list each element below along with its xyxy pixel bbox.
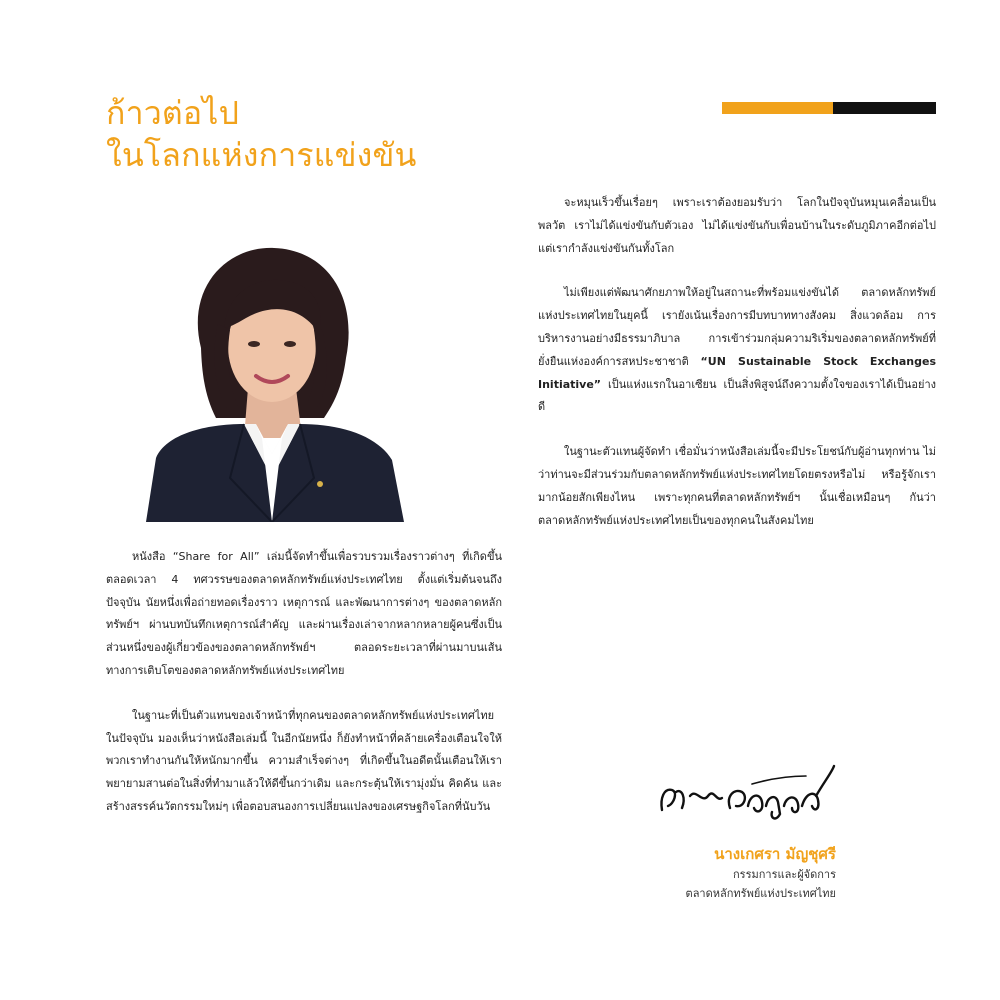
right-paragraph-3: ในฐานะตัวแทนผู้จัดทำ เชื่อมั่นว่าหนังสือเล่มนี้จะมีประโยชน์กับผู้อ่านทุกท่าน ไม่ว่าท่านจะมีส่วนร่วมกับตลาดหลักทรัพย์แห่งประเทศไทยโดยตรงหรือไม่ หรือรู้จักเรามากน้อยสักเพียงไหน เพราะทุกคนที่ตลาดหลักทรัพย์ฯ นั้นเชื่อเหมือนๆ กันว่า ตลาดหลักทรัพย์แห่งประเทศไทยเป็นของทุกคนในสังคมไทย: [538, 445, 936, 527]
accent-bar-black: [833, 102, 936, 114]
right-paragraph-2-end: เป็นแห่งแรกในอาเซียน เป็นสิ่งพิสูจน์ถึงความตั้งใจของเราได้เป็นอย่างดี: [538, 377, 936, 414]
page-title: [106, 92, 417, 176]
left-text-column: [106, 546, 502, 819]
portrait-photo: [106, 228, 412, 522]
signature-icon: [656, 762, 836, 826]
page-title-line-2: ในโลกแห่งการแข่งขัน: [106, 136, 417, 174]
right-paragraph-1: จะหมุนเร็วขึ้นเรื่อยๆ เพราะเราต้องยอมรับว่า โลกในปัจจุบันหมุนเคลื่อนเป็นพลวัต เราไม่ได้แข่งขันกับตัวเอง ไม่ได้แข่งขันกับเพื่อนบ้านในระดับภูมิภาคอีกต่อไป แต่เรากำลังแข่งขันกันทั้งโลก: [538, 196, 936, 255]
left-paragraph-2: ในฐานะที่เป็นตัวแทนของเจ้าหน้าที่ทุกคนของตลาดหลักทรัพย์แห่งประเทศไทยในปัจจุบัน มองเห็นว่าหนังสือเล่มนี้ ในอีกนัยหนึ่ง ก็ยังทำหน้าที่คล้ายเครื่องเตือนใจให้พวกเราทำงานกันให้หนักมากขึ้น ความสำเร็จต่างๆ ที่เกิดขึ้นในอดีตนั้นเตือนให้เราพยายามสานต่อในสิ่งที่ทำมาแล้วให้ดีขึ้นกว่าเดิม และกระตุ้นให้เรามุ่งมั่น คิดค้น และสร้างสรรค์นวัตกรรมใหม่ๆ เพื่อตอบสนองการเปลี่ยนแปลงของเศรษฐกิจโลกที่นับวัน: [106, 708, 502, 813]
page-title-line-1: ก้าวต่อไป: [106, 94, 240, 132]
portrait-icon: [106, 228, 412, 522]
right-paragraph-2: [538, 282, 936, 419]
accent-bar-yellow: [722, 102, 833, 114]
handwritten-signature: [656, 762, 836, 826]
un-initiative-name: “UN Sustainable Stock Exchanges Initiative”: [538, 354, 937, 391]
signatory-name: นางเกศรา มัญชุศรี: [714, 845, 836, 863]
accent-bar: [722, 102, 936, 114]
signatory-organization: ตลาดหลักทรัพย์แห่งประเทศไทย: [685, 887, 836, 900]
signatory-block: [686, 843, 836, 903]
left-paragraph-1: หนังสือ “Share for All” เล่มนี้จัดทำขึ้นเพื่อรวบรวมเรื่องราวต่างๆ ที่เกิดขึ้นตลอดเวลา 4 ทศวรรษของตลาดหลักทรัพย์แห่งประเทศไทย ตั้งแต่เริ่มต้นจนถึงปัจจุบัน นัยหนึ่งเพื่อถ่ายทอดเรื่องราว เหตุการณ์ และพัฒนาการต่างๆ ของตลาดหลักทรัพย์ฯ ผ่านบทบันทึกเหตุการณ์สำคัญ และผ่านเรื่องเล่าจากหลากหลายผู้คนซึ่งเป็นส่วนหนึ่งของผู้เกี่ยวข้องของตลาดหลักทรัพย์ฯ ตลอดระยะเวลาที่ผ่านมาบนเส้นทางการเติบโตของตลาดหลักทรัพย์แห่งประเทศไทย: [106, 550, 502, 677]
right-text-column: [538, 192, 936, 532]
signatory-role: กรรมการและผู้จัดการ: [733, 868, 836, 881]
right-paragraph-2-start: ไม่เพียงแต่พัฒนาศักยภาพให้อยู่ในสถานะที่พร้อมแข่งขันได้ ตลาดหลักทรัพย์แห่งประเทศไทยในยุคนี้ เรายังเน้นเรื่องการมีบทบาททางสังคม สิ่งแวดล้อม การบริหารงานอย่างมีธรรมาภิบาล การเข้าร่วมกลุ่มความริเริ่มของตลาดหลักทรัพย์ที่ยั่งยืนแห่งองค์การสหประชาชาติ: [538, 286, 936, 368]
